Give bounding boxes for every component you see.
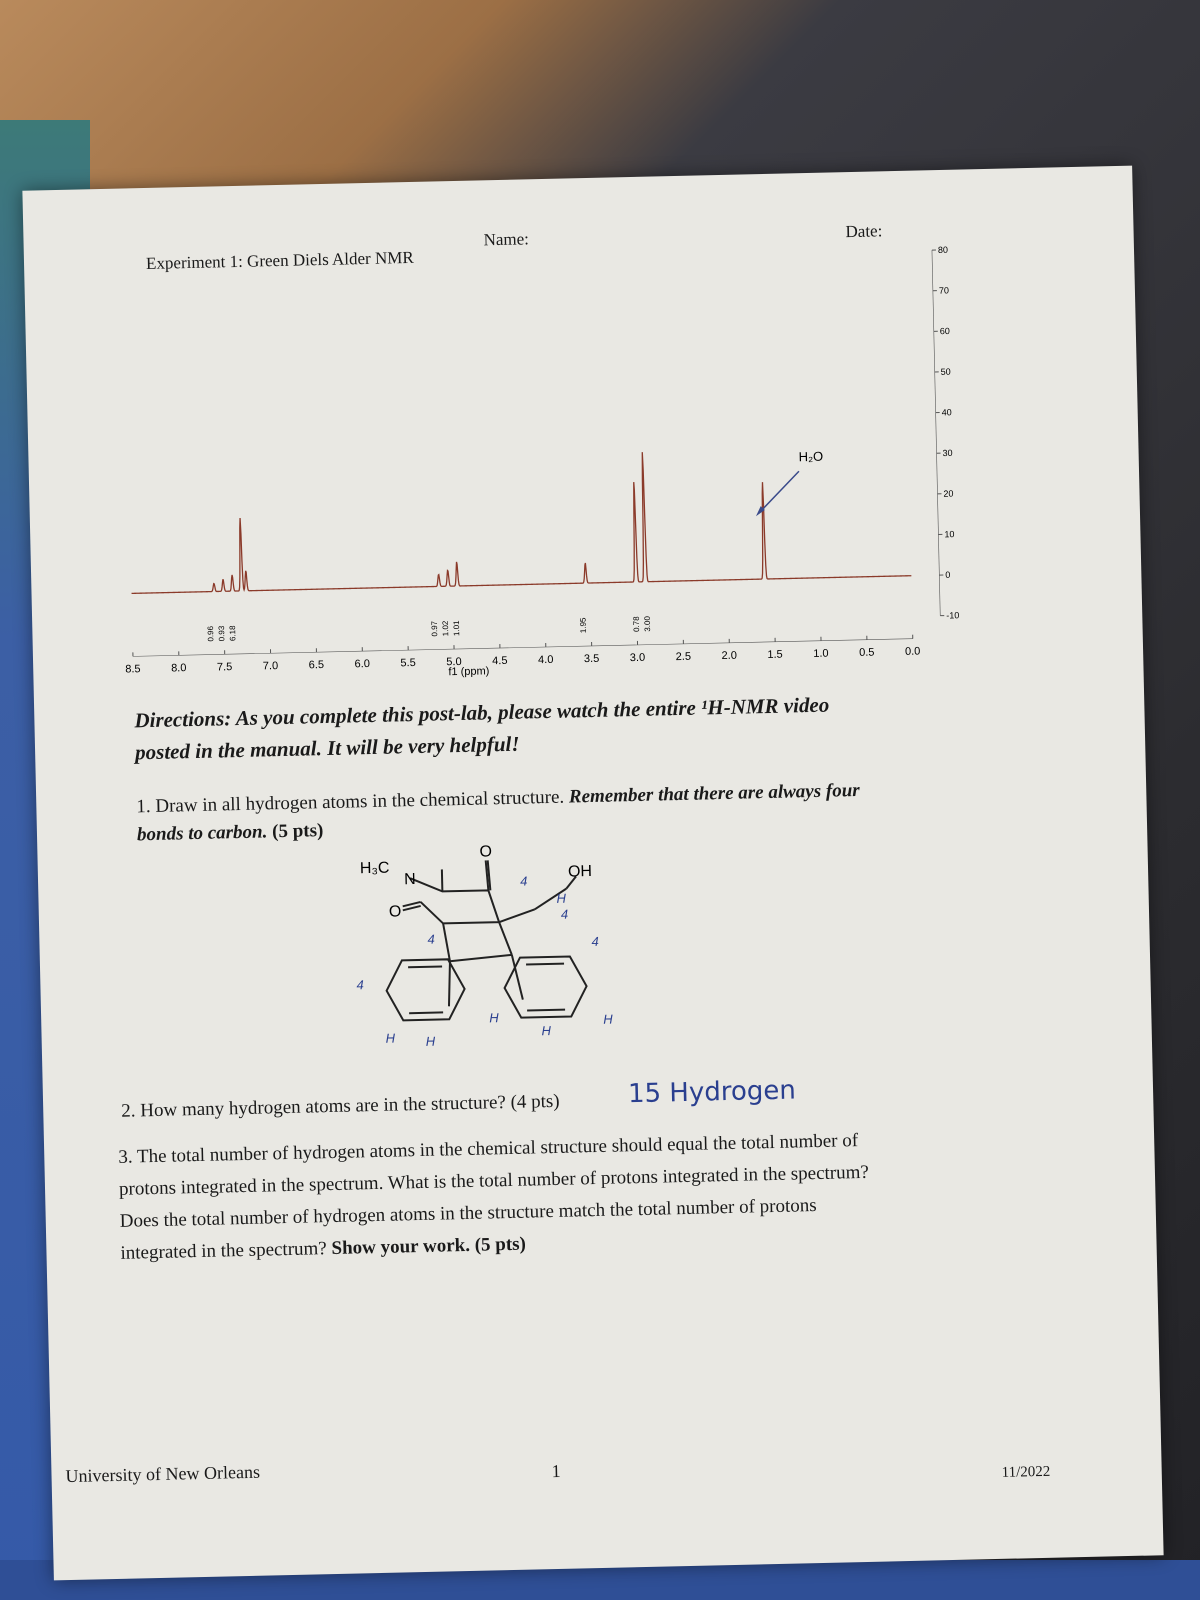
x-axis xyxy=(125,635,921,679)
x-tick-label: 4.5 xyxy=(492,654,508,668)
integration-group xyxy=(206,615,652,641)
integration-label: 6.18 xyxy=(228,625,238,642)
y-tick-label: 0 xyxy=(945,569,951,580)
hand-h-8: 4 xyxy=(519,873,528,889)
nitrogen-label: N xyxy=(403,871,416,889)
x-axis-label: f1 (ppm) xyxy=(448,665,490,679)
footer-institution: University of New Orleans xyxy=(65,1461,261,1487)
y-tick-label: 60 xyxy=(939,326,950,337)
question3-line4b: Show your work. (5 pts) xyxy=(331,1233,527,1260)
y-tick-label: 20 xyxy=(943,488,954,499)
y-tick-label: 50 xyxy=(940,366,951,377)
integration-label: 0.93 xyxy=(217,625,227,642)
hand-h-10: H xyxy=(556,890,567,906)
integration-label: 1.95 xyxy=(578,617,588,634)
question1-line1b: Remember that there are always four xyxy=(568,779,860,808)
chemical-structure xyxy=(337,827,662,1064)
hand-h-5: H xyxy=(489,1010,499,1026)
spectrum-line xyxy=(129,446,912,593)
x-tick-label: 3.5 xyxy=(583,652,600,666)
y-tick-label: 30 xyxy=(942,447,953,459)
question3-line3: Does the total number of hydrogen atoms in the structure match the total number of protons xyxy=(119,1195,817,1232)
x-tick-label: 1.5 xyxy=(767,648,783,661)
directions-line1: Directions: As you complete this post-lab, please watch the entire ¹H-NMR video xyxy=(134,692,830,733)
h3c-label: H₃C xyxy=(359,859,390,878)
h2o-label: H₂O xyxy=(798,448,824,465)
carbonyl-oxygen-top: O xyxy=(479,843,493,861)
x-tick-label: 8.5 xyxy=(125,663,141,676)
question3-line4a: integrated in the spectrum? xyxy=(120,1238,327,1264)
y-tick-label: 40 xyxy=(941,407,952,418)
hand-h-1: 4 xyxy=(427,931,435,947)
carbonyl-oxygen-left: O xyxy=(388,903,402,921)
hydroxyl-label: OH xyxy=(567,863,593,881)
y-axis xyxy=(932,245,960,621)
name-label: Name: xyxy=(483,229,530,250)
hand-h-2: 4 xyxy=(356,977,364,993)
x-tick-label: 3.0 xyxy=(629,651,646,665)
x-tick-label: 4.0 xyxy=(537,653,554,667)
question2-text: 2. How many hydrogen atoms are in the structure? (4 pts) xyxy=(121,1090,560,1122)
y-tick-label: 80 xyxy=(937,244,949,256)
integration-label: 0.96 xyxy=(206,625,216,642)
date-label: Date: xyxy=(845,221,883,242)
integration-label: 0.97 xyxy=(429,620,440,637)
h2o-arrow xyxy=(759,471,800,512)
directions-line2: posted in the manual. It will be very helpful! xyxy=(134,731,520,765)
spectrum-trace xyxy=(129,446,912,593)
y-tick-label: 10 xyxy=(944,529,955,540)
integration-label: 3.00 xyxy=(642,616,653,632)
hand-h-11: 4 xyxy=(591,933,599,950)
hand-h-6: H xyxy=(541,1022,552,1039)
x-tick-label: 2.0 xyxy=(721,649,738,663)
x-axis-line xyxy=(133,639,913,657)
question1-text-2 xyxy=(137,820,324,846)
hand-h-4: H xyxy=(425,1033,436,1049)
experiment-title: Experiment 1: Green Diels Alder NMR xyxy=(145,247,414,273)
x-tick-label: 2.5 xyxy=(675,650,692,664)
worksheet-page xyxy=(22,166,1163,1581)
question1-line1a: 1. Draw in all hydrogen atoms in the chemical structure. xyxy=(136,786,565,818)
y-axis-line xyxy=(932,250,940,616)
integration-label: 1.01 xyxy=(451,620,462,637)
integration-label: 0.78 xyxy=(631,616,642,633)
x-tick-label: 7.5 xyxy=(216,661,233,674)
x-tick-label: 7.0 xyxy=(262,660,279,673)
x-tick-label: 0.5 xyxy=(859,646,875,659)
x-tick-label: 5.0 xyxy=(446,655,462,669)
x-tick-label: 5.5 xyxy=(400,656,416,670)
y-tick-label: 70 xyxy=(938,285,950,296)
nmr-spectrum xyxy=(114,239,1004,699)
hand-h-7: H xyxy=(603,1011,613,1027)
y-tick-label: -10 xyxy=(946,610,960,621)
hand-h-3: H xyxy=(385,1030,396,1046)
x-tick-label: 6.0 xyxy=(354,658,371,671)
question1-line2b: (5 pts) xyxy=(271,820,324,843)
footer-page-number: 1 xyxy=(551,1460,561,1482)
x-tick-label: 0.0 xyxy=(904,645,921,658)
x-tick-label: 8.0 xyxy=(170,662,187,675)
question1-line2a: bonds to carbon. xyxy=(136,821,268,846)
x-tick-label: 1.0 xyxy=(813,647,829,660)
question1-text xyxy=(136,780,860,818)
footer-date: 11/2022 xyxy=(1001,1463,1051,1481)
integration-label: 1.02 xyxy=(440,620,451,637)
question2-answer: 15 Hydrogen xyxy=(627,1075,797,1110)
question3-line4 xyxy=(120,1234,526,1265)
question3-line2: protons integrated in the spectrum. What is the total number of protons integrated in the spectrum? xyxy=(118,1161,870,1200)
hand-h-9: 4 xyxy=(560,906,569,922)
question3-line1: 3. The total number of hydrogen atoms in the chemical structure should equal the total number of xyxy=(118,1130,859,1168)
x-tick-label: 6.5 xyxy=(308,659,325,672)
